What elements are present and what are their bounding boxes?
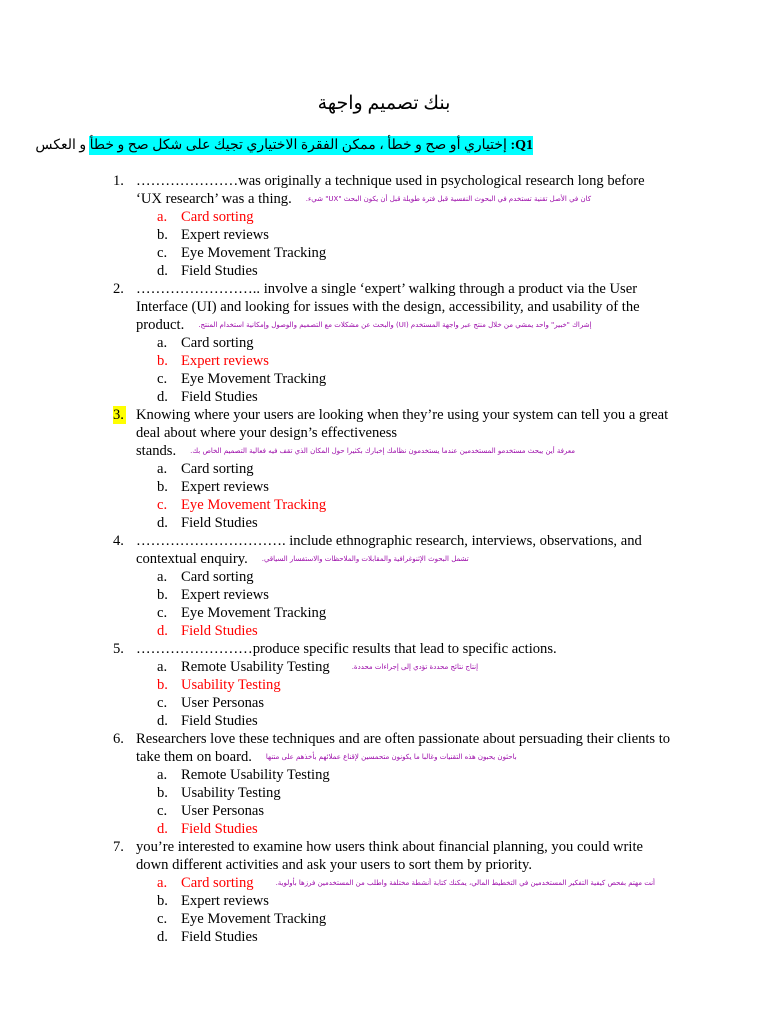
option-text: Card sorting [181,335,254,351]
option-letter: a. [157,335,168,351]
answer-options [136,208,673,280]
option-text: Card sorting [181,875,254,891]
answer-option [136,910,673,928]
option-text: Eye Movement Tracking [181,605,327,621]
answer-options [136,568,673,640]
option-letter: d. [157,821,168,837]
option-letter: c. [157,497,168,513]
option-letter: c. [157,605,168,621]
option-text: Eye Movement Tracking [181,371,327,387]
question-item [113,172,673,280]
option-text: Card sorting [181,569,254,585]
answer-options [136,766,673,838]
option-letter: a. [157,569,168,585]
question-text [136,280,673,334]
option-text: Eye Movement Tracking [181,497,327,513]
option-text: Field Studies [181,515,258,531]
question-text [136,640,673,658]
question-text [136,172,673,208]
arabic-translation-note: أنت مهتم بفحص كيفية التفكير المستخدمين في التخطيط المالي، يمكنك كتابة أنشطة مختلفة واطلب من المستخدمين فرزها بأولوية. [275,879,656,887]
option-letter: c. [157,245,168,261]
option-text: Card sorting [181,209,254,225]
option-letter: d. [157,929,168,945]
option-letter: b. [157,227,168,243]
question-text-english: Knowing where your users are looking when they’re using your system can tell you a great deal about where your design’s effectiveness stands. [136,407,669,459]
option-text: Remote Usability Testing [181,767,330,783]
option-letter: d. [157,515,168,531]
page-title: بنك تصميم واجهة [317,93,451,114]
arabic-translation-note: تشمل البحوث الإثنوغرافية والمقابلات والملاحظات والاستفسار السياقي. [261,555,469,563]
question-item [113,838,673,946]
question-item [113,532,673,640]
answer-option [136,622,673,640]
question-text-english: …………………………. include ethnographic research, interviews, observations, and contextual enquiry. [136,533,642,567]
question-number: 7. [113,839,124,855]
arabic-translation-note: كان في الأصل تقنية تستخدم في البحوث النفسية قبل فترة طويلة قبل أن يكون البحث "UX" شيء. [305,195,592,203]
option-text: Field Studies [181,821,258,837]
answer-options [136,460,673,532]
option-text: Field Studies [181,263,258,279]
question-number: 1. [113,173,124,189]
answer-option [136,460,673,478]
option-letter: b. [157,893,168,909]
answer-option [136,244,673,262]
answer-option [136,604,673,622]
option-letter: a. [157,209,168,225]
option-text: Usability Testing [181,785,281,801]
answer-option [136,784,673,802]
answer-option [136,928,673,946]
arabic-translation-note: إشراك "خبير" واحد يمشي من خلال منتج عبر واجهة المستخدم (UI) والبحث عن مشكلات مع التصميم والوصول وإمكانية استخدام المنتج. [198,321,592,329]
question-text-english: …………………was originally a technique used in psychological research long before ‘UX research’ was a thing. [136,173,645,207]
option-text: Card sorting [181,461,254,477]
option-text: User Personas [181,803,265,819]
option-letter: d. [157,623,168,639]
answer-option [136,334,673,352]
option-text: Field Studies [181,623,258,639]
option-text: Field Studies [181,389,258,405]
option-letter: c. [157,695,168,711]
option-text: Expert reviews [181,353,269,369]
answer-option [136,370,673,388]
option-letter: a. [157,659,168,675]
answer-option [136,388,673,406]
answer-option [136,874,673,892]
question-section-header [35,136,533,155]
question-text [136,838,673,874]
option-letter: b. [157,677,168,693]
option-letter: a. [157,461,168,477]
answer-options [136,658,673,730]
answer-option [136,514,673,532]
answer-option [136,226,673,244]
answer-options [136,874,673,946]
question-item [113,640,673,730]
option-letter: c. [157,371,168,387]
question-text-english: you’re interested to examine how users think about financial planning, you could write down different activities and ask your users to sort them by priority. [136,839,643,873]
question-text-english: Researchers love these techniques and are often passionate about persuading their clients to take them on board. [136,731,671,765]
option-letter: b. [157,785,168,801]
option-letter: c. [157,911,168,927]
question-text-english: …………………….. involve a single ‘expert’ walking through a product via the User Interface (UI) and looking for issues with the design, accessibility, and usability of the product. [136,281,640,333]
question-text [136,532,673,568]
option-letter: d. [157,263,168,279]
answer-option [136,676,673,694]
answer-option [136,586,673,604]
section-label: Q1: [510,138,533,153]
answer-option [136,208,673,226]
section-instructions: إختياري أو صح و خطأ ، ممكن الفقرة الاختياري تجيك على شكل صح و خطأ و العكس [35,138,507,153]
option-text: Field Studies [181,929,258,945]
question-text [136,406,673,460]
question-number: 3. [113,407,124,423]
answer-option [136,496,673,514]
arabic-translation-note: إنتاج نتائج محددة تؤدي إلى إجراءات محددة. [351,663,479,671]
question-item [113,730,673,838]
option-text: Usability Testing [181,677,281,693]
answer-option [136,478,673,496]
option-text: Eye Movement Tracking [181,245,327,261]
option-text: User Personas [181,695,265,711]
option-letter: d. [157,713,168,729]
answer-option [136,820,673,838]
option-text: Remote Usability Testing [181,659,330,675]
option-text: Expert reviews [181,479,269,495]
option-text: Expert reviews [181,893,269,909]
question-number: 4. [113,533,124,549]
option-letter: d. [157,389,168,405]
answer-option [136,892,673,910]
question-number: 6. [113,731,124,747]
answer-option [136,658,673,676]
question-item [113,280,673,406]
option-letter: a. [157,767,168,783]
arabic-translation-note: معرفة أين يبحث مستخدمو المستخدمين عندما يستخدمون نظامك إخبارك بكثيرا حول المكان الذي تقف فيه فعالية التصميم الخاص بك. [190,447,575,455]
answer-option [136,262,673,280]
option-letter: a. [157,875,168,891]
question-text-english: ……………………produce specific results that lead to specific actions. [136,641,557,657]
answer-option [136,568,673,586]
answer-option [136,694,673,712]
answer-option [136,712,673,730]
option-letter: b. [157,479,168,495]
arabic-translation-note: باحثون يحبون هذه التقنيات وغالبا ما يكونون متحمسين لإقناع عملائهم بأخذهم على متنها [265,753,517,761]
option-text: Field Studies [181,713,258,729]
answer-option [136,802,673,820]
question-text [136,730,673,766]
question-item [113,406,673,532]
option-text: Expert reviews [181,587,269,603]
question-number: 2. [113,281,124,297]
answer-option [136,766,673,784]
option-text: Expert reviews [181,227,269,243]
question-list [113,172,673,946]
option-text: Eye Movement Tracking [181,911,327,927]
option-letter: b. [157,353,168,369]
answer-option [136,352,673,370]
option-letter: b. [157,587,168,603]
option-letter: c. [157,803,168,819]
question-number: 5. [113,641,124,657]
answer-options [136,334,673,406]
